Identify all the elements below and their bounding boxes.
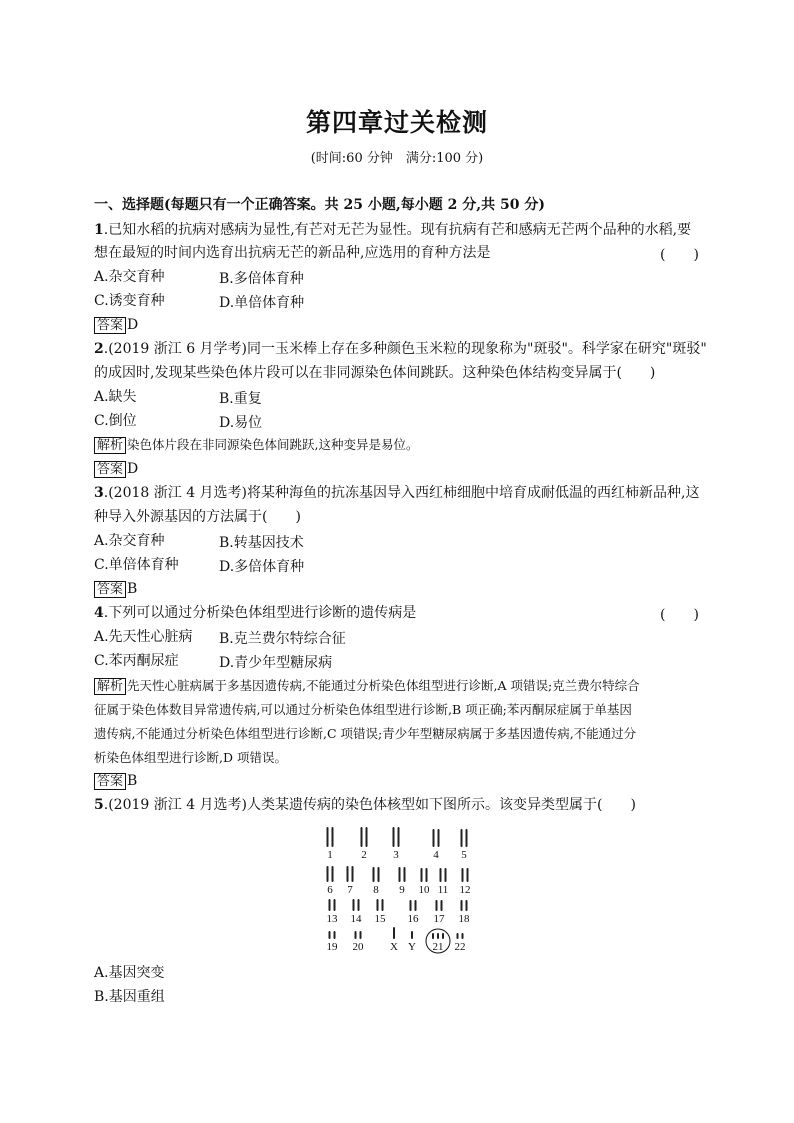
q2-line1 <box>94 340 707 358</box>
chromosome-label: Y <box>408 941 416 953</box>
q3-line2: 种导入外源基因的方法属于( ) <box>94 509 301 525</box>
chromosome-label: 22 <box>454 941 466 953</box>
answer-tag: 答案 <box>94 773 126 790</box>
q4-answer <box>94 772 137 790</box>
q1-option-b: B.多倍体育种 <box>219 271 304 287</box>
q3-answer <box>94 580 137 598</box>
chromosome-label: X <box>390 941 398 953</box>
q1-line2: 想在最短的时间内选育出抗病无芒的新品种,应选用的育种方法是 <box>94 245 491 261</box>
q4-analysis-text-1: 先天性心脏病属于多基因遗传病,不能通过分析染色体组型进行诊断,A 项错误;克兰费尔特综合 <box>127 678 640 693</box>
chromosome-label: 17 <box>433 913 445 925</box>
q3-option-d: D.多倍体育种 <box>219 559 305 575</box>
q2-text-1: .(2019 浙江 6 月学考)同一玉米棒上存在多种颜色玉米粒的现象称为"斑驳"。科学家在研究"斑驳" <box>103 341 707 357</box>
analysis-tag: 解析 <box>94 437 126 454</box>
q4-option-c: C.苯丙酮尿症 <box>94 653 179 669</box>
q2-answer <box>94 460 138 478</box>
q3-line1 <box>94 484 699 502</box>
q4-answer-value: B <box>127 773 138 789</box>
analysis-tag: 解析 <box>94 678 126 695</box>
chromosome-label: 3 <box>393 849 399 861</box>
chromosome-label: 18 <box>458 913 470 925</box>
chromosome-label: 12 <box>459 884 471 896</box>
q1-option-c: C.诱变育种 <box>94 293 165 309</box>
chromosome-label: 7 <box>347 884 353 896</box>
q4-option-a: A.先天性心脏病 <box>94 629 193 645</box>
chromosome-label: 6 <box>327 884 333 896</box>
section-heading <box>94 196 545 214</box>
q4-analysis-4: 析染色体组型进行诊断,D 项错误。 <box>94 750 287 765</box>
q4-text-1: .下列可以通过分析染色体组型进行诊断的遗传病是 <box>103 605 417 621</box>
q5-option-b: B.基因重组 <box>94 989 165 1005</box>
q1-text-1: .已知水稻的抗病对感病为显性,有芒对无芒为显性。现有抗病有芒和感病无芒两个品种的水稻,要 <box>103 222 692 238</box>
q1-option-a: A.杂交育种 <box>94 269 165 285</box>
chromosome-label: 5 <box>461 849 467 861</box>
q4-option-d: D.青少年型糖尿病 <box>219 655 333 671</box>
chromosome-label: 1 <box>327 849 333 861</box>
q1-line1 <box>94 221 691 239</box>
q4-number: 4 <box>94 605 104 621</box>
page-title: 第四章过关检测 <box>305 108 488 137</box>
q3-option-a: A.杂交育种 <box>94 533 165 549</box>
q1-answer <box>94 316 138 334</box>
q3-text-1: .(2018 浙江 4 月选考)将某种海鱼的抗冻基因导入西红柿细胞中培育成耐低温的西红柿新品种,这 <box>103 485 700 501</box>
chromosome-label: 15 <box>374 913 386 925</box>
q2-number: 2 <box>94 341 104 357</box>
q2-line2: 的成因时,发现某些染色体片段可以在非同源染色体间跳跃。这种染色体结构变异属于( ) <box>94 365 656 381</box>
page-subtitle: (时间:60 分钟 满分:100 分) <box>310 151 484 166</box>
answer-tag: 答案 <box>94 581 126 598</box>
answer-tag: 答案 <box>94 317 126 334</box>
q1-number: 1 <box>94 222 104 238</box>
q1-answer-value: D <box>127 317 139 333</box>
q3-option-c: C.单倍体育种 <box>94 557 179 573</box>
chromosome-label: 8 <box>373 884 379 896</box>
q2-option-c: C.倒位 <box>94 413 137 429</box>
q5-text-1: .(2019 浙江 4 月选考)人类某遗传病的染色体核型如下图所示。该变异类型属于( ) <box>103 797 636 813</box>
q5-line1 <box>94 796 636 814</box>
q3-number: 3 <box>94 485 104 501</box>
chromosome-label: 16 <box>407 913 419 925</box>
q3-option-b: B.转基因技术 <box>219 535 304 551</box>
q1-option-d: D.单倍体育种 <box>219 295 305 311</box>
q5-number: 5 <box>94 797 104 813</box>
answer-tag: 答案 <box>94 461 126 478</box>
chromosome-label: 13 <box>326 913 338 925</box>
chromosome-label: 10 <box>418 884 430 896</box>
q2-option-d: D.易位 <box>219 415 263 431</box>
q2-option-a: A.缺失 <box>94 389 137 405</box>
karyotype-figure <box>320 820 480 960</box>
chromosome-label: 9 <box>399 884 405 896</box>
q2-analysis <box>94 436 419 454</box>
q3-answer-value: B <box>127 581 138 597</box>
q5-option-a: A.基因突变 <box>94 965 165 981</box>
chromosome-label: 21 <box>432 941 444 953</box>
chromosome-label: 19 <box>326 941 338 953</box>
chromosome-label: 20 <box>352 941 364 953</box>
q4-option-b: B.克兰费尔特综合征 <box>219 631 346 647</box>
q4-line1 <box>94 604 416 622</box>
chromosome-label: 14 <box>350 913 362 925</box>
q4-analysis-1 <box>94 677 640 695</box>
q2-option-b: B.重复 <box>219 391 262 407</box>
section-heading-text: 一、选择题(每题只有一个正确答案。共 25 小题,每小题 2 分,共 50 分) <box>94 197 545 213</box>
chromosome-label: 11 <box>437 884 449 896</box>
q2-answer-value: D <box>127 461 139 477</box>
chromosome-label: 2 <box>361 849 367 861</box>
q4-answer-paren: ( ) <box>660 607 699 623</box>
q2-analysis-text: 染色体片段在非同源染色体间跳跃,这种变异是易位。 <box>127 437 419 452</box>
q1-answer-paren: ( ) <box>660 247 699 263</box>
chromosome-label: 4 <box>433 849 439 861</box>
q4-analysis-3: 遗传病,不能通过分析染色体组型进行诊断,C 项错误;青少年型糖尿病属于多基因遗传病,不能通过分 <box>94 726 637 741</box>
q4-analysis-2: 征属于染色体数目异常遗传病,可以通过分析染色体组型进行诊断,B 项正确;苯丙酮尿症属于单基因 <box>94 702 632 717</box>
